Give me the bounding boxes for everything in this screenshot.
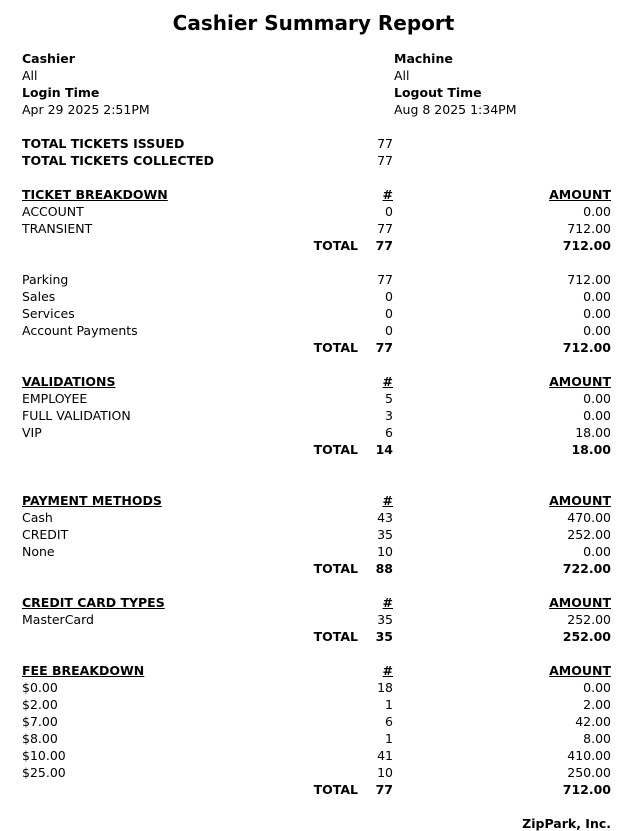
row-amount: 712.00 [567, 272, 611, 287]
total-count: 35 [375, 629, 393, 644]
machine-label: Machine [394, 51, 453, 66]
row-count: 0 [385, 289, 393, 304]
row-amount: 42.00 [575, 714, 611, 729]
row-count: 0 [385, 306, 393, 321]
row-amount: 0.00 [583, 323, 611, 338]
amount-header: AMOUNT [549, 663, 611, 678]
count-header: # [382, 595, 393, 610]
validations-title: VALIDATIONS [22, 374, 116, 389]
row-count: 3 [385, 408, 393, 423]
login-time-label: Login Time [22, 85, 100, 100]
row-label: $2.00 [22, 697, 58, 712]
total-amount: 18.00 [571, 442, 611, 457]
total-label: TOTAL [313, 340, 358, 355]
row-count: 1 [385, 697, 393, 712]
total-amount: 712.00 [562, 782, 611, 797]
row-amount: 250.00 [567, 765, 611, 780]
row-amount: 0.00 [583, 289, 611, 304]
row-amount: 712.00 [567, 221, 611, 236]
row-count: 6 [385, 714, 393, 729]
amount-header: AMOUNT [549, 187, 611, 202]
row-label: Account Payments [22, 323, 138, 338]
row-label: Cash [22, 510, 53, 525]
row-label: ACCOUNT [22, 204, 84, 219]
footer-company: ZipPark, Inc. [522, 816, 611, 831]
row-label: EMPLOYEE [22, 391, 88, 406]
row-label: Parking [22, 272, 69, 287]
total-amount: 252.00 [562, 629, 611, 644]
ticket-breakdown-title: TICKET BREAKDOWN [22, 187, 168, 202]
row-amount: 0.00 [583, 391, 611, 406]
total-tickets-issued-label: TOTAL TICKETS ISSUED [22, 136, 185, 151]
row-count: 10 [377, 544, 393, 559]
row-count: 77 [377, 272, 393, 287]
row-label: $10.00 [22, 748, 66, 763]
report-title: Cashier Summary Report [172, 11, 455, 35]
login-time-value: Apr 29 2025 2:51PM [22, 102, 150, 117]
row-amount: 252.00 [567, 527, 611, 542]
logout-time-value: Aug 8 2025 1:34PM [394, 102, 517, 117]
row-label: CREDIT [22, 527, 69, 542]
row-count: 5 [385, 391, 393, 406]
row-amount: 2.00 [583, 697, 611, 712]
total-count: 14 [375, 442, 393, 457]
count-header: # [382, 663, 393, 678]
count-header: # [382, 493, 393, 508]
count-header: # [382, 374, 393, 389]
total-count: 77 [375, 340, 393, 355]
total-amount: 712.00 [562, 238, 611, 253]
row-amount: 0.00 [583, 204, 611, 219]
total-count: 77 [375, 238, 393, 253]
row-count: 77 [377, 221, 393, 236]
row-amount: 8.00 [583, 731, 611, 746]
row-label: $8.00 [22, 731, 58, 746]
row-count: 35 [377, 527, 393, 542]
row-count: 18 [377, 680, 393, 695]
row-amount: 470.00 [567, 510, 611, 525]
row-label: $0.00 [22, 680, 58, 695]
total-tickets-collected-label: TOTAL TICKETS COLLECTED [22, 153, 215, 168]
total-tickets-issued-value: 77 [377, 136, 393, 151]
payment-methods-title: PAYMENT METHODS [22, 493, 162, 508]
total-label: TOTAL [313, 561, 358, 576]
row-amount: 252.00 [567, 612, 611, 627]
row-label: TRANSIENT [22, 221, 93, 236]
row-amount: 0.00 [583, 306, 611, 321]
fee-breakdown-title: FEE BREAKDOWN [22, 663, 145, 678]
row-amount: 0.00 [583, 408, 611, 423]
credit-card-types-title: CREDIT CARD TYPES [22, 595, 165, 610]
row-count: 10 [377, 765, 393, 780]
logout-time-label: Logout Time [394, 85, 482, 100]
total-label: TOTAL [313, 442, 358, 457]
amount-header: AMOUNT [549, 595, 611, 610]
total-count: 77 [375, 782, 393, 797]
total-label: TOTAL [313, 782, 358, 797]
row-amount: 18.00 [575, 425, 611, 440]
row-count: 1 [385, 731, 393, 746]
row-label: FULL VALIDATION [22, 408, 131, 423]
row-count: 6 [385, 425, 393, 440]
row-count: 0 [385, 204, 393, 219]
row-label: Sales [22, 289, 56, 304]
row-count: 35 [377, 612, 393, 627]
row-amount: 0.00 [583, 544, 611, 559]
machine-value: All [394, 68, 410, 83]
row-label: VIP [22, 425, 42, 440]
amount-header: AMOUNT [549, 374, 611, 389]
row-amount: 0.00 [583, 680, 611, 695]
row-count: 41 [377, 748, 393, 763]
total-tickets-collected-value: 77 [377, 153, 393, 168]
total-count: 88 [375, 561, 393, 576]
amount-header: AMOUNT [549, 493, 611, 508]
cashier-value: All [22, 68, 38, 83]
total-label: TOTAL [313, 629, 358, 644]
total-label: TOTAL [313, 238, 358, 253]
total-amount: 722.00 [562, 561, 611, 576]
row-label: $25.00 [22, 765, 66, 780]
row-label: Services [22, 306, 75, 321]
row-label: $7.00 [22, 714, 58, 729]
total-amount: 712.00 [562, 340, 611, 355]
cashier-label: Cashier [22, 51, 75, 66]
row-count: 0 [385, 323, 393, 338]
row-amount: 410.00 [567, 748, 611, 763]
row-label: None [22, 544, 55, 559]
row-count: 43 [377, 510, 393, 525]
row-label: MasterCard [22, 612, 94, 627]
count-header: # [382, 187, 393, 202]
